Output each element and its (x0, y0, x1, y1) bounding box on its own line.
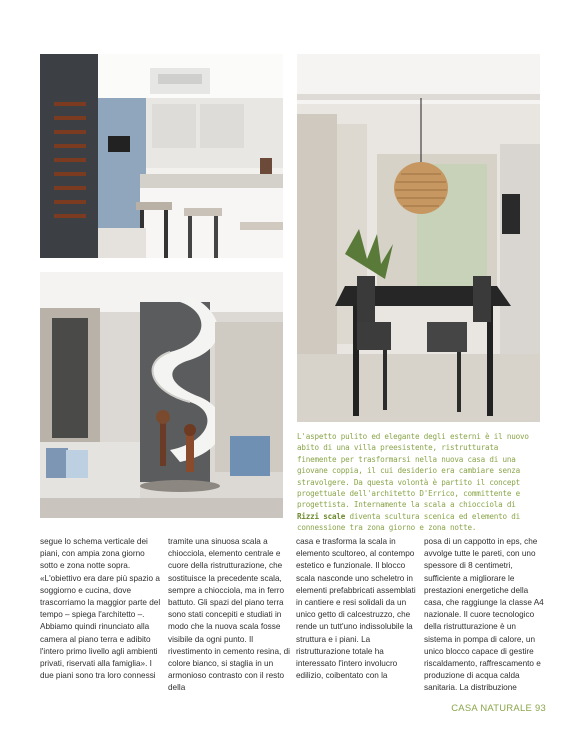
article-column-4: posa di un cappotto in eps, che avvolge tutte le pareti, con uno spessore di 8 centimetri, sufficiente a migliorare le prestazioni energetiche della casa, che raggiunge la classe A4 nazionale. Il cuore tecnologico della ristrutturazione è un sistema in pompa di calore, un unico blocco capace di gestire riscaldamento, raffrescamento e produzione di acqua calda sanitaria. La distribuzione (424, 537, 544, 693)
article-column-1: segue lo schema verticale dei piani, con ampia zona giorno sotto e zona notte sopra. «L'obiettivo era dare più spazio a soggiorno e cucina, dove trascorriamo la maggior parte del tempo – spiega l'architetto –. Abbiamo quindi rinunciato alla camera al piano terra e adibito l'intero primo livello agli ambienti privati, riservati alla famiglia». I due piani sono tra loro connessi (40, 537, 161, 681)
caption-text-end: diventa scultura scenica ed elemento di connessione tra zona giorno e zona notte. (297, 511, 520, 533)
magazine-name: CASA NATURALE (451, 702, 533, 713)
kitchen-photo (40, 54, 283, 258)
photo-caption (297, 431, 540, 534)
page-number: 93 (534, 702, 546, 713)
living-staircase-photo (40, 272, 283, 518)
dining-photo (297, 54, 540, 422)
caption-text: L'aspetto pulito ed elegante degli esterni è il nuovo abito di una villa preesistente, ristrutturata finemente per trasformarsi nella nuova casa di una giovane coppia, il cui desiderio era cambiare senza stravolgere. Da questa volontà è partito il concept progettuale dell'architetto D'Errico, committente e progettista. Internamente la scala a chiocciola di (297, 432, 529, 510)
brand-name: Rizzi scale (297, 511, 346, 521)
page-footer (446, 702, 546, 713)
article-column-3: casa e trasforma la scala in elemento scultoreo, al contempo estetico e funzionale. Il blocco scala nasconde uno scheletro in elementi prefabbricati assemblati in cantiere e resi solidali da un unico getto di calcestruzzo, che rende un tutt'uno indissolubile la struttura e i piani. La ristrutturazione totale ha interessato l'intero involucro edilizio, coibentato con la (296, 537, 416, 681)
article-column-2: tramite una sinuosa scala a chiocciola, elemento centrale e cuore della ristrutturazione, che sostituisce la precedente scala, sempre a chiocciola, ma in ferro battuto. Gli spazi del piano terra sono stati concepiti e studiati in modo che la nuova scala fosse visibile da ogni punto. Il rivestimento in cemento resina, di colore bianco, si staglia in un armonioso contrasto con il resto della (168, 537, 290, 693)
